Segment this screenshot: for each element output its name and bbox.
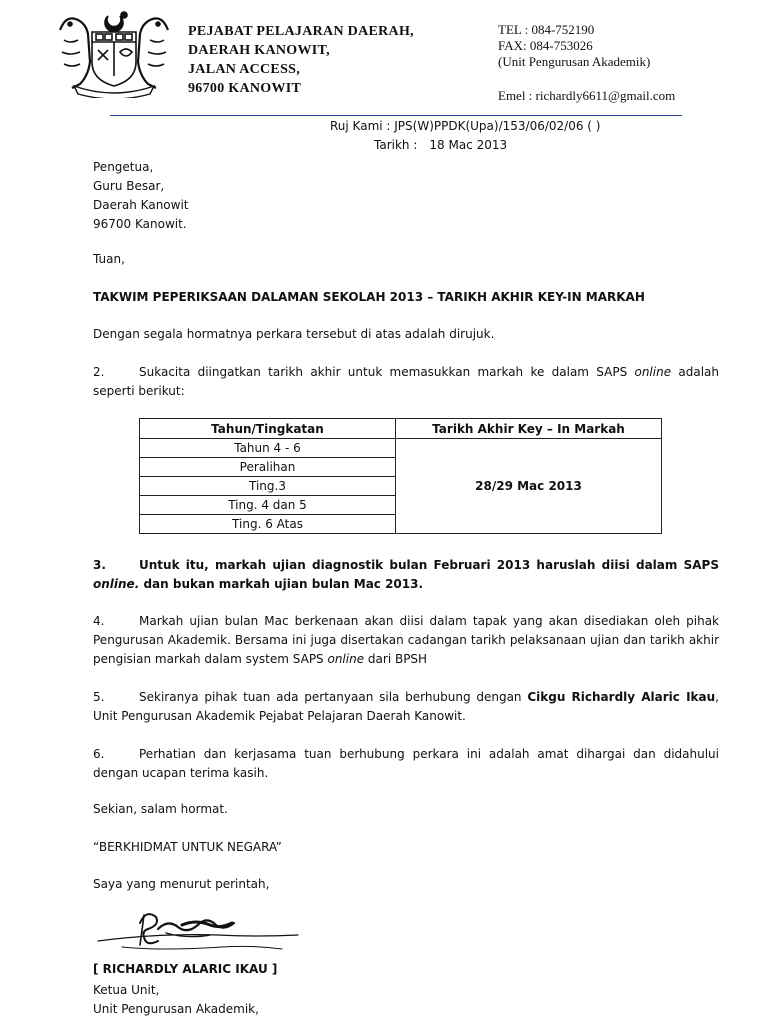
salutation: Tuan, [93, 252, 125, 266]
italic-text: online [634, 365, 672, 379]
deadline-cell: 28/29 Mac 2013 [396, 439, 662, 534]
recipient-line: 96700 Kanowit. [93, 217, 187, 231]
table-cell: Peralihan [140, 458, 396, 477]
contact-person-name: Cikgu Richardly Alaric Ikau [527, 690, 716, 704]
signatory-title [93, 981, 259, 1019]
paragraph-2 [93, 363, 719, 401]
paragraph-text: , Unit Pengurusan Akademik Pejabat Pelajaran Daerah Kanowit. [93, 690, 719, 723]
column-header: Tahun/Tingkatan [140, 419, 396, 439]
column-header: Tarikh Akhir Key – In Markah [396, 419, 662, 439]
office-address [188, 22, 414, 98]
paragraph-text: Sekiranya pihak tuan ada pertanyaan sila berhubung dengan [139, 690, 528, 704]
paragraph-number: 3. [93, 558, 106, 572]
tel-number: TEL : 084-752190 [498, 22, 595, 37]
deadline-table [139, 418, 662, 534]
paragraph-4 [93, 612, 719, 669]
handwritten-signature-icon [92, 903, 304, 959]
paragraph-number: 5. [93, 690, 105, 704]
contact-block [498, 22, 650, 70]
signatory-name: [ RICHARDLY ALARIC IKAU ] [93, 962, 278, 976]
paragraph-5 [93, 688, 719, 726]
paragraph-1: Dengan segala hormatnya perkara tersebut di atas adalah dirujuk. [93, 327, 495, 341]
italic-text: online [327, 652, 365, 666]
table-cell: Ting.3 [140, 477, 396, 496]
paragraph-number: 6. [93, 747, 105, 761]
recipient-address [93, 158, 189, 234]
letter-date [374, 138, 507, 152]
paragraph-text: adalah seperti berikut: [93, 365, 720, 398]
email-address: Emel : richardly6611@gmail.com [498, 88, 676, 103]
office-line: PEJABAT PELAJARAN DAERAH, [188, 24, 414, 39]
unit-name: (Unit Pengurusan Akademik) [498, 54, 651, 69]
table-cell: Ting. 4 dan 5 [140, 496, 396, 515]
recipient-line: Guru Besar, [93, 179, 165, 193]
paragraph-text: dan bukan markah ujian bulan Mac 2013. [139, 577, 424, 591]
recipient-line: Pengetua, [93, 160, 154, 174]
date-value: 18 Mac 2013 [429, 138, 508, 152]
table-cell: Tahun 4 - 6 [140, 439, 396, 458]
paragraph-number: 2. [93, 365, 105, 379]
motto: “BERKHIDMAT UNTUK NEGARA” [93, 840, 282, 854]
by-order-line: Saya yang menurut perintah, [93, 877, 270, 891]
title-line: Ketua Unit, [93, 983, 160, 997]
table-cell: Ting. 6 Atas [140, 515, 396, 534]
letter-subject: TAKWIM PEPERIKSAAN DALAMAN SEKOLAH 2013 – TARIKH AKHIR KEY-IN MARKAH [93, 290, 645, 304]
paragraph-text: dari BPSH [364, 652, 428, 666]
closing-greeting: Sekian, salam hormat. [93, 802, 228, 816]
table-row [140, 439, 662, 458]
paragraph-3 [93, 556, 719, 594]
date-label: Tarikh : [374, 138, 418, 152]
paragraph-text: Sukacita diingatkan tarikh akhir untuk memasukkan markah ke dalam SAPS [139, 365, 635, 379]
fax-number: FAX: 084-753026 [498, 38, 593, 53]
paragraph-number: 4. [93, 614, 105, 628]
recipient-line: Daerah Kanowit [93, 198, 189, 212]
header-divider [110, 115, 682, 116]
paragraph-text: Untuk itu, markah ujian diagnostik bulan Februari 2013 haruslah diisi dalam SAPS [139, 558, 719, 572]
malaysia-coat-of-arms-icon [52, 6, 176, 98]
paragraph-text: Perhatian dan kerjasama tuan berhubung perkara ini adalah amat dihargai dan didahului dengan ucapan terima kasih. [93, 747, 719, 780]
office-line: DAERAH KANOWIT, [188, 43, 330, 58]
paragraph-6 [93, 745, 719, 783]
office-line: 96700 KANOWIT [188, 81, 302, 96]
reference-number: Ruj Kami : JPS(W)PPDK(Upa)/153/06/02/06 ( ) [330, 119, 601, 133]
paragraph-text: Markah ujian bulan Mac berkenaan akan diisi dalam tapak yang akan disediakan oleh pihak Pengurusan Akademik. Bersama ini juga disertakan cadangan tarikh pelaksanaan ujian dan tarikh akhir pengisian markah dalam system SAPS [93, 614, 719, 666]
table-header-row [140, 419, 662, 439]
office-line: JALAN ACCESS, [188, 62, 301, 77]
title-line: Unit Pengurusan Akademik, [93, 1002, 259, 1016]
italic-text: online. [93, 577, 140, 591]
